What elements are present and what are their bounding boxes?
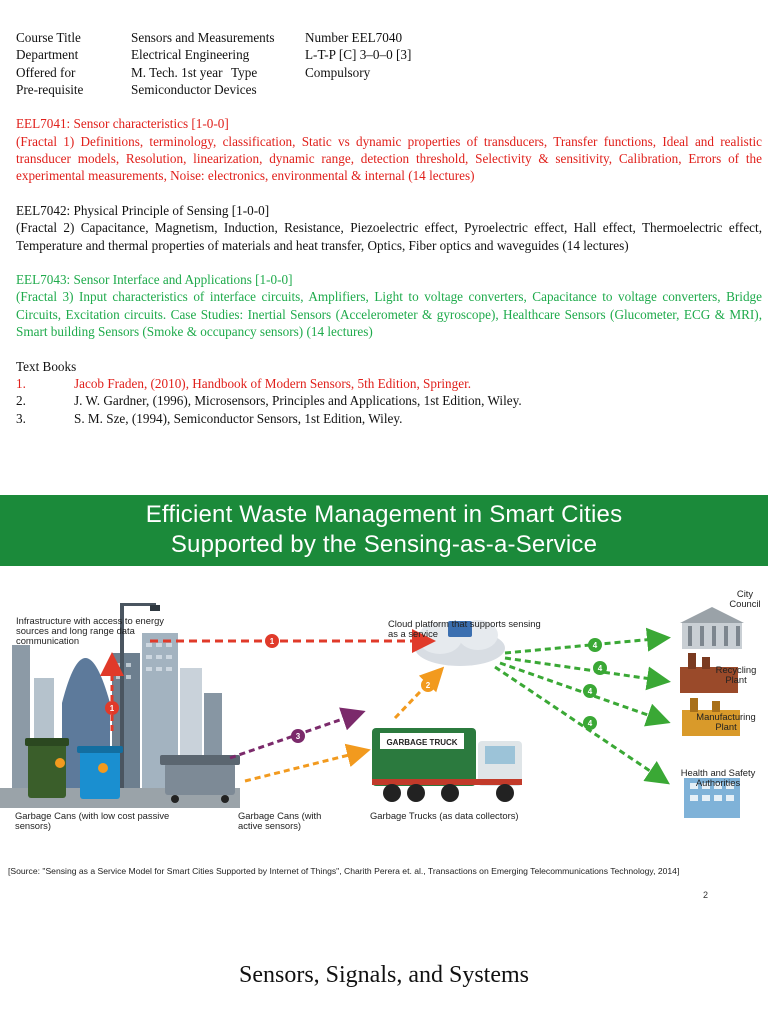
garbage-truck-icon [372, 728, 522, 802]
badge-number: 1 [269, 637, 275, 646]
section-body: (Fractal 2) Capacitance, Magnetism, Induction, Resistance, Piezoelectric effect, Pyroelectric effect, Hall effect, Thermoelectric effect, Temperature and thermal properties of materials and heat transfer, Optics, Fiber optics and waveguides (14 lectures) [16, 220, 762, 253]
department-value: Electrical Engineering [131, 47, 250, 63]
badge-number: 3 [295, 732, 301, 741]
offered-for-label: Offered for [16, 64, 76, 80]
section-body: (Fractal 1) Definitions, terminology, classification, Static vs dynamic properties of transducers, Transfer functions, Ideal and realistic transducer models, Resolution, linearization, dynamic range, detection threshold, Selectivity & sensitivity, Calibration, Errors of the experimental measurements, Noise: electronics, environmental & internal (14 lectures) [16, 133, 762, 184]
section-title: EEL7041: Sensor characteristics [1-0-0] [16, 116, 229, 132]
badge-number: 4 [592, 641, 598, 650]
label-city-council: City Council [729, 588, 761, 609]
prerequisite-value: Semiconductor Devices [131, 81, 257, 97]
textbook-text: S. M. Sze, (1994), Semiconductor Sensors, 1st Edition, Wiley. [74, 410, 403, 426]
textbooks-title: Text Books [16, 358, 77, 374]
badge-number: 4 [587, 687, 593, 696]
header-row [16, 64, 762, 81]
badge-number: 4 [597, 664, 603, 673]
course-title-value: Sensors and Measurements [131, 30, 275, 45]
ltp-credits: L-T-P [C] 3–0–0 [3] [305, 47, 412, 63]
course-title-label: Course Title [16, 30, 81, 45]
course-header [16, 29, 762, 98]
arrow-4-council [505, 638, 665, 653]
textbook-number: 3. [16, 410, 26, 426]
textbook-text: J. W. Gardner, (1996), Microsensors, Principles and Applications, 1st Edition, Wiley. [74, 393, 522, 409]
section-fractal-2 [16, 202, 762, 254]
slide-title-line-1: Efficient Waste Management in Smart Cities [145, 501, 623, 528]
label-cloud-platform: Cloud platform that supports sensing as a service [388, 618, 541, 639]
label-garbage-cans-active: Garbage Cans (with active sensors) [238, 810, 322, 831]
arrow-truck [245, 751, 365, 781]
section-body: (Fractal 3) Input characteristics of interface circuits, Amplifiers, Light to voltage converters, Capacitance to voltage converters, Bridge Circuits, Excitation circuits. Case Studies: Inertial Sensors (Accelerometer & gyroscope), Healthcare Sensors (Glucometer, ECG & MRI), Smart building Sensors (Smoke & occupancy sensors) (14 lectures) [16, 289, 762, 340]
textbook-item [16, 375, 762, 392]
textbook-number: 1. [16, 375, 26, 391]
badge-number: 4 [587, 719, 593, 728]
type-label: Type [231, 64, 258, 80]
arrow-4-recycling [505, 658, 665, 681]
arrow-4-manufacturing [500, 663, 665, 721]
slide-page-number: 2 [703, 890, 709, 900]
slide-title-line-2: Supported by the Sensing-as-a-Service [170, 531, 598, 558]
type-value: Compulsory [305, 64, 371, 80]
label-recycling-plant: Recycling Plant [715, 664, 757, 685]
course-document [16, 29, 762, 427]
label-garbage-trucks: Garbage Trucks (as data collectors) [370, 810, 519, 821]
textbook-number: 2. [16, 393, 26, 409]
header-row [16, 29, 762, 46]
slide-source-citation: [Source: "Sensing as a Service Model for Smart Cities Supported by Internet of Things", Charith Perera et. al., Transactions on Emerging Telecommunications Technology, 2014] [8, 866, 680, 876]
offered-for-value: M. Tech. 1st year [131, 64, 223, 80]
section-title: EEL7042: Physical Principle of Sensing [1-0-0] [16, 202, 270, 218]
slide-banner [0, 495, 768, 566]
label-garbage-cans-passive: Garbage Cans (with low cost passive sensors) [15, 810, 170, 831]
label-infrastructure: Infrastructure with access to energy sources and long range data communication [16, 615, 164, 646]
prerequisite-label: Pre-requisite [16, 81, 84, 97]
label-manufacturing-plant: Manufacturing Plant [696, 711, 756, 732]
textbook-item [16, 392, 762, 409]
label-health-safety: Health and Safety Authorities [680, 767, 756, 788]
badge-number: 2 [425, 681, 431, 690]
textbook-text: Jacob Fraden, (2010), Handbook of Modern Sensors, 5th Edition, Springer. [74, 375, 472, 391]
footer-title: Sensors, Signals, and Systems [238, 962, 529, 988]
section-fractal-1 [16, 115, 762, 184]
course-number: Number EEL7040 [305, 30, 403, 45]
city-council-icon [680, 607, 744, 649]
textbooks [16, 358, 762, 427]
arrow-2 [395, 671, 440, 718]
section-fractal-3 [16, 271, 762, 340]
truck-sign-text: GARBAGE TRUCK [386, 738, 458, 747]
textbook-item [16, 410, 762, 427]
badge-number: 1 [109, 704, 115, 713]
department-label: Department [16, 47, 79, 63]
waste-management-slide [0, 483, 768, 903]
header-row [16, 81, 762, 98]
section-title: EEL7043: Sensor Interface and Applications [1-0-0] [16, 272, 293, 288]
header-row [16, 46, 762, 63]
